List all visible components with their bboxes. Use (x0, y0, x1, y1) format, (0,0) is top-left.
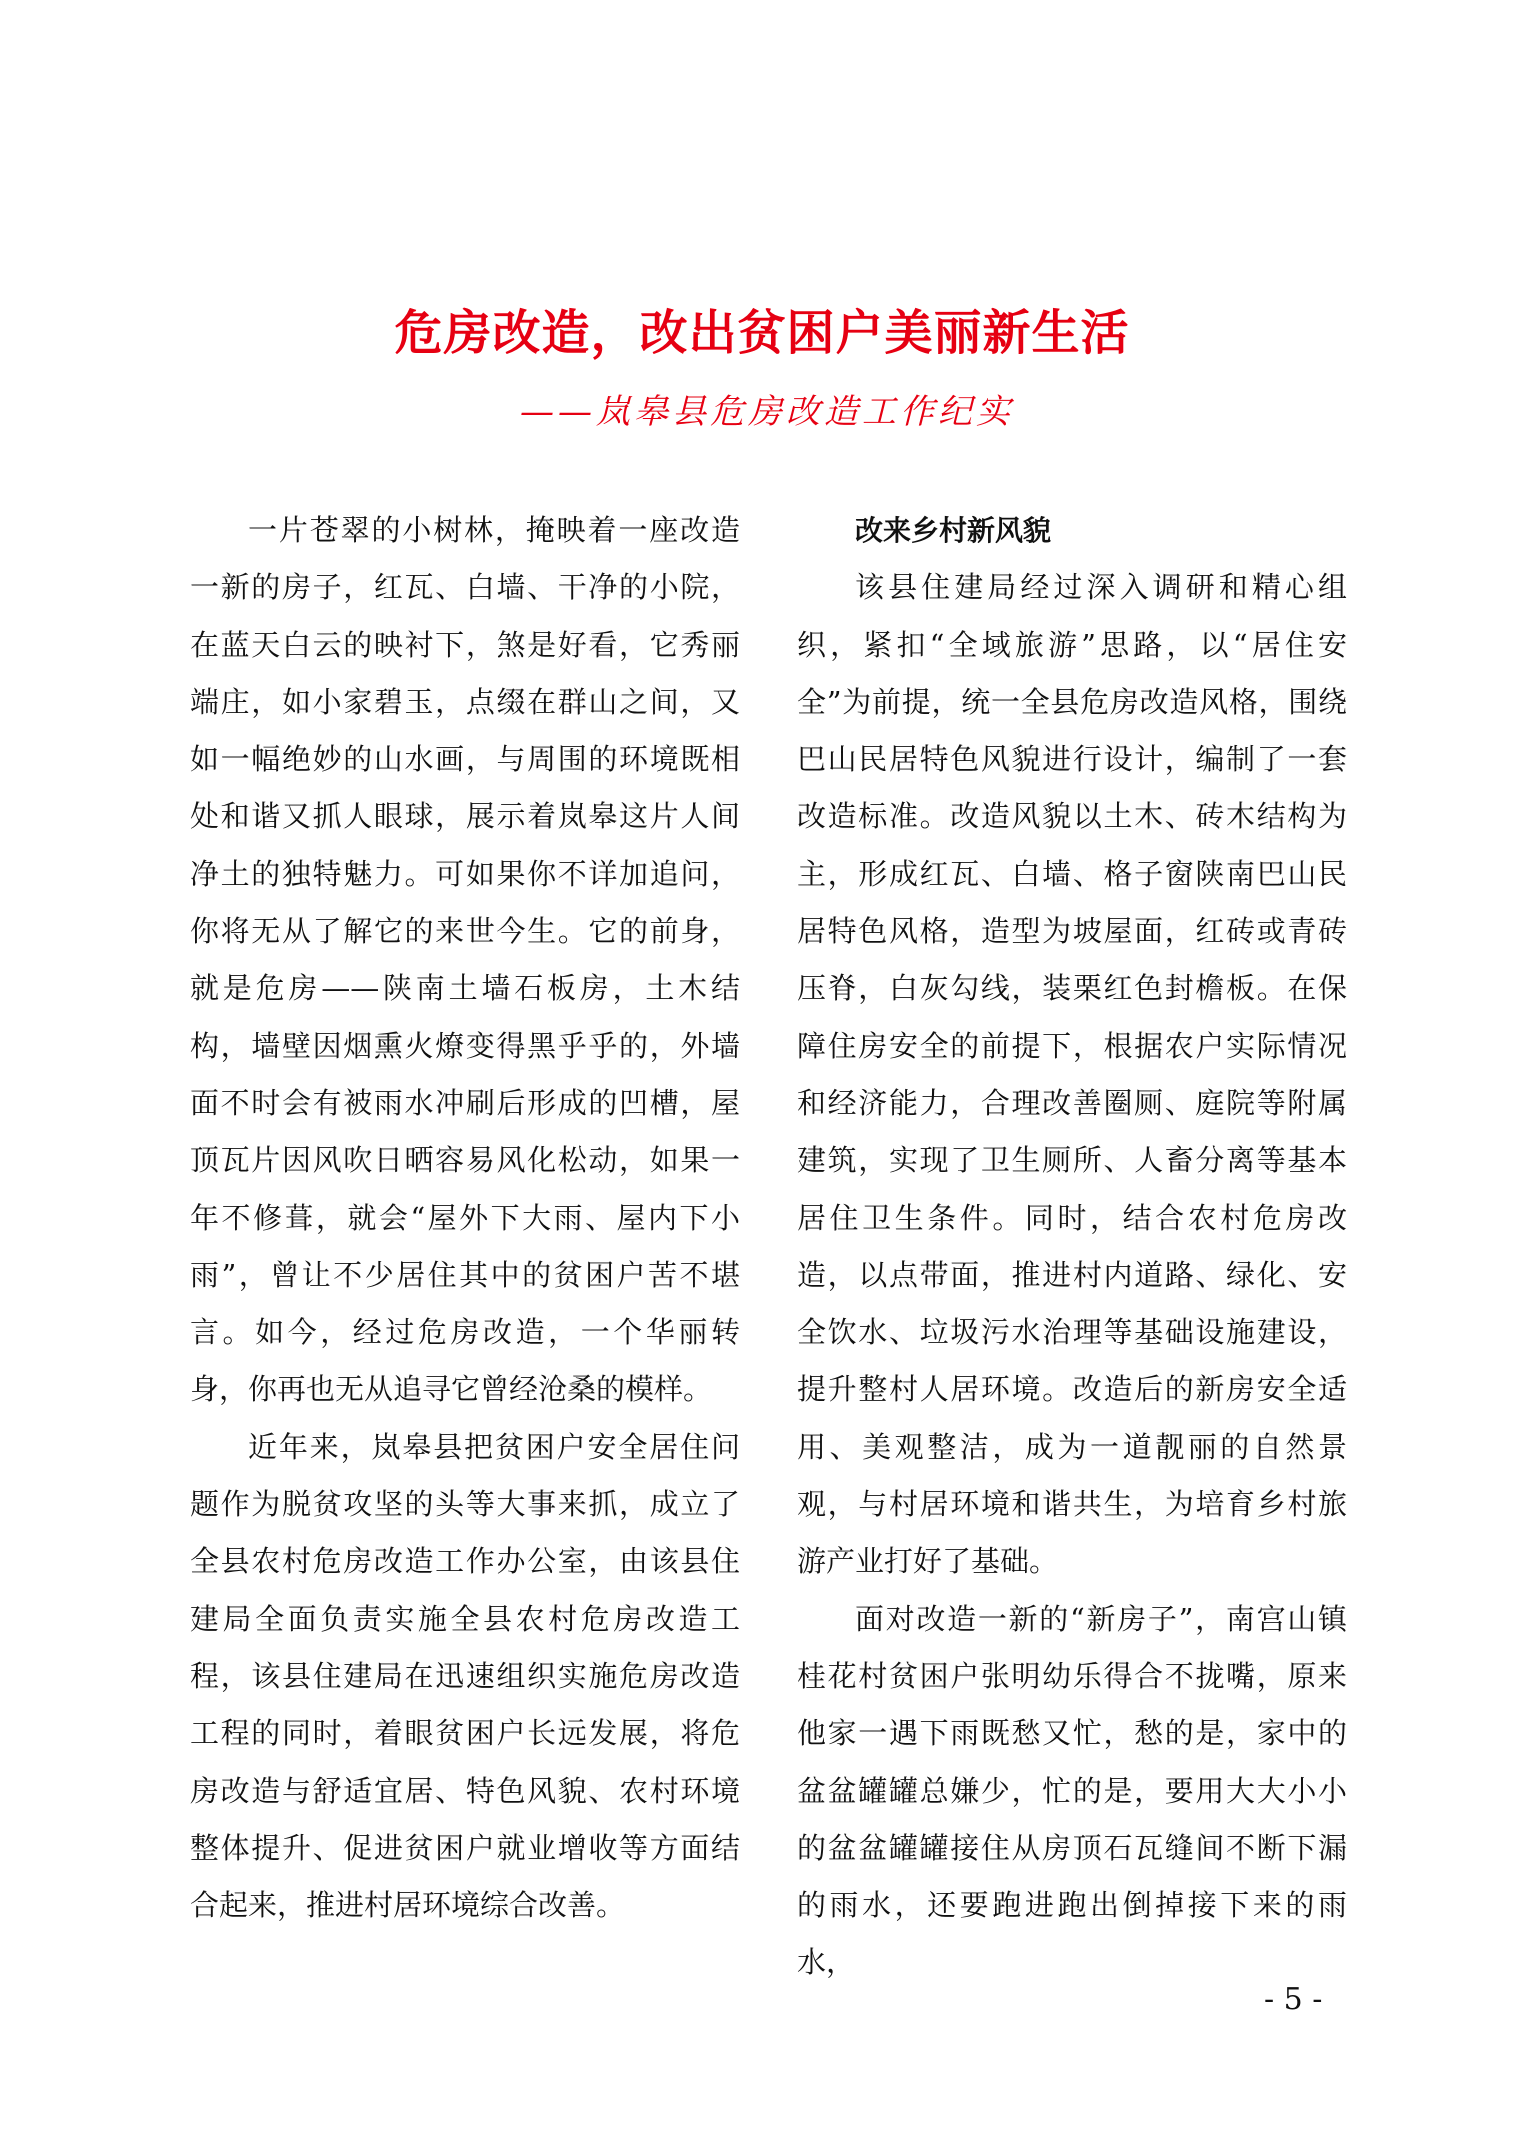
body-paragraph: 该县住建局经过深入调研和精心组织，紧扣“全域旅游”思路，以“居住安全”为前提，统一全县危房改造风格，围绕巴山民居特色风貌进行设计，编制了一套改造标准。改造风貌以土木、砖木结构为主，形成红瓦、白墙、格子窗陕南巴山民居特色风格，造型为坡屋面，红砖或青砖压脊，白灰勾线，装栗红色封檐板。在保障住房安全的前提下，根据农户实际情况和经济能力，合理改善圈厕、庭院等附属建筑，实现了卫生厕所、人畜分离等基本居住卫生条件。同时，结合农村危房改造，以点带面，推进村内道路、绿化、安全饮水、垃圾污水治理等基础设施建设，提升整村人居环境。改造后的新房安全适用、美观整洁，成为一道靓丽的自然景观，与村居环境和谐共生，为培育乡村旅游产业打好了基础。 (797, 570, 1347, 1579)
left-column (190, 502, 740, 1934)
page-number: - 5 - (1264, 1982, 1323, 2017)
article-subtitle: ——岚皋县危房改造工作纪实 (520, 392, 1014, 432)
body-paragraph: 面对改造一新的“新房子”，南宫山镇桂花村贫困户张明幼乐得合不拢嘴，原来他家一遇下雨既愁又忙，愁的是，家中的盆盆罐罐总嫌少，忙的是，要用大大小小的盆盆罐罐接住从房顶石瓦缝间不断下漏的雨水，还要跑进跑出倒掉接下来的雨水， (797, 1601, 1347, 1980)
right-column (797, 502, 1347, 1992)
article-title: 危房改造，改出贫困户美丽新生活 (394, 305, 1130, 361)
body-paragraph: 近年来，岚皋县把贫困户安全居住问题作为脱贫攻坚的头等大事来抓，成立了全县农村危房改造工作办公室，由该县住建局全面负责实施全县农村危房改造工程，该县住建局在迅速组织实施危房改造工程的同时，着眼贫困户长远发展，将危房改造与舒适宜居、特色风貌、农村环境整体提升、促进贫困户就业增收等方面结合起来，推进村居环境综合改善。 (190, 1429, 740, 1923)
body-paragraph: 一片苍翠的小树林，掩映着一座改造一新的房子，红瓦、白墙、干净的小院，在蓝天白云的映衬下，煞是好看，它秀丽端庄，如小家碧玉，点缀在群山之间，又如一幅绝妙的山水画，与周围的环境既相处和谐又抓人眼球，展示着岚皋这片人间净土的独特魅力。可如果你不详加追问，你将无从了解它的来世今生。它的前身，就是危房——陕南土墙石板房，土木结构，墙壁因烟熏火燎变得黑乎乎的，外墙面不时会有被雨水冲刷后形成的凹槽，屋顶瓦片因风吹日晒容易风化松动，如果一年不修葺，就会“屋外下大雨、屋内下小雨”，曾让不少居住其中的贫困户苦不堪言。如今，经过危房改造，一个华丽转身，你再也无从追寻它曾经沧桑的模样。 (190, 513, 740, 1407)
section-heading: 改来乡村新风貌 (855, 514, 1052, 547)
